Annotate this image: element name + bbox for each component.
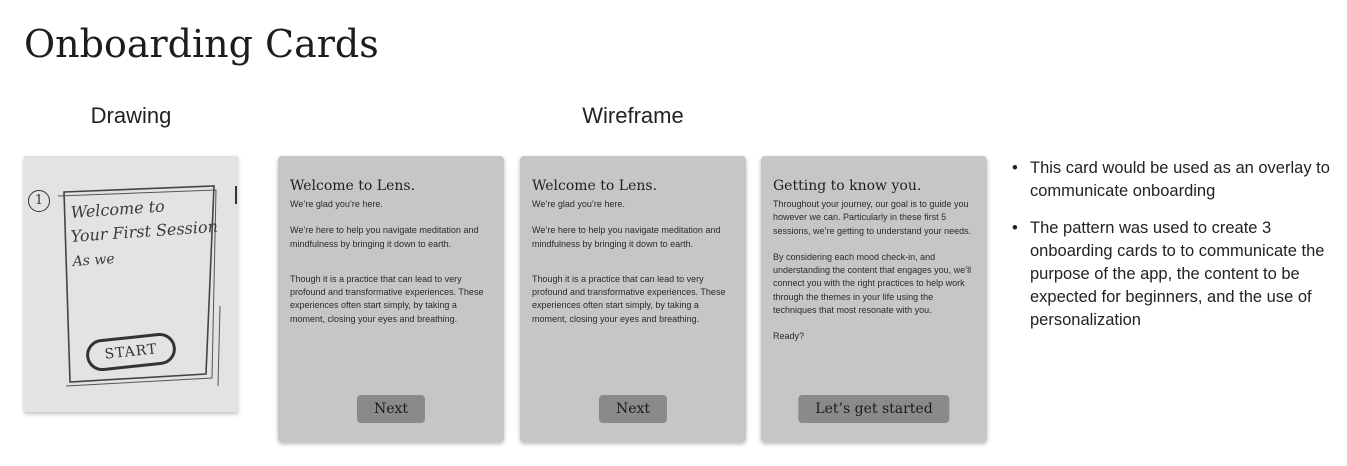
bullet-icon: • bbox=[1012, 219, 1018, 237]
card-paragraph: We’re here to help you navigate meditation and mindfulness by bringing it down to earth. bbox=[290, 225, 479, 249]
bullet-icon: • bbox=[1012, 159, 1018, 177]
onboarding-card-3 bbox=[761, 156, 987, 442]
note-text: This card would be used as an overlay to communicate onboarding bbox=[1030, 159, 1330, 200]
card-title: Getting to know you. bbox=[773, 178, 922, 194]
card-paragraph: We’re glad you’re here. bbox=[290, 199, 383, 209]
notes-list-item bbox=[1012, 217, 1332, 332]
next-button[interactable]: Next bbox=[599, 395, 667, 423]
wireframe-section-label: Wireframe bbox=[582, 103, 684, 128]
card-title: Welcome to Lens. bbox=[532, 178, 658, 194]
card-paragraph: Though it is a practice that can lead to very profound and transformative experiences. These experiences often start simply, by taking a moment, closing your eyes and breathing. bbox=[290, 273, 484, 324]
note-text: The pattern was used to create 3 onboarding cards to to communicate the purpose of the app, the content to be expected for beginners, and the use of personalization bbox=[1030, 219, 1325, 329]
sketch-start-button: START bbox=[85, 331, 178, 372]
sketch-step-number: 1 bbox=[28, 190, 50, 212]
onboarding-card-2 bbox=[520, 156, 746, 442]
onboarding-card-1 bbox=[278, 156, 504, 442]
card-paragraph: By considering each mood check-in, and understanding the content that engages you, we’ll connect you with the right practices to help work through the themes in your life using the techniques that most resonate with you. bbox=[773, 251, 972, 316]
lets-get-started-button[interactable]: Let’s get started bbox=[798, 395, 949, 423]
card-paragraph: Though it is a practice that can lead to very profound and transformative experiences. These experiences often start simply, by taking a moment, closing your eyes and breathing. bbox=[532, 273, 726, 324]
drawing-section-label: Drawing bbox=[90, 103, 172, 128]
sketch-outline bbox=[24, 156, 238, 412]
notes-list bbox=[1012, 157, 1332, 346]
next-button[interactable]: Next bbox=[357, 395, 425, 423]
card-paragraph: We’re here to help you navigate meditation and mindfulness by bringing it down to earth. bbox=[532, 225, 721, 249]
card-title: Welcome to Lens. bbox=[290, 178, 416, 194]
sketch-text-line-3: As we bbox=[72, 251, 116, 270]
card-paragraph: Throughout your journey, our goal is to guide you however we can. Particularly in these first 5 sessions, we’re getting to understand your needs. bbox=[773, 199, 972, 236]
card-paragraph: Ready? bbox=[773, 331, 805, 342]
sketch-text-line-2: Your First Session bbox=[70, 216, 219, 246]
drawing-sketch bbox=[24, 156, 238, 412]
sketch-text-line-1: Welcome to bbox=[70, 196, 166, 222]
page-title: Onboarding Cards bbox=[24, 22, 379, 66]
card-paragraph: We’re glad you’re here. bbox=[532, 199, 625, 209]
notes-list-item bbox=[1012, 157, 1332, 203]
